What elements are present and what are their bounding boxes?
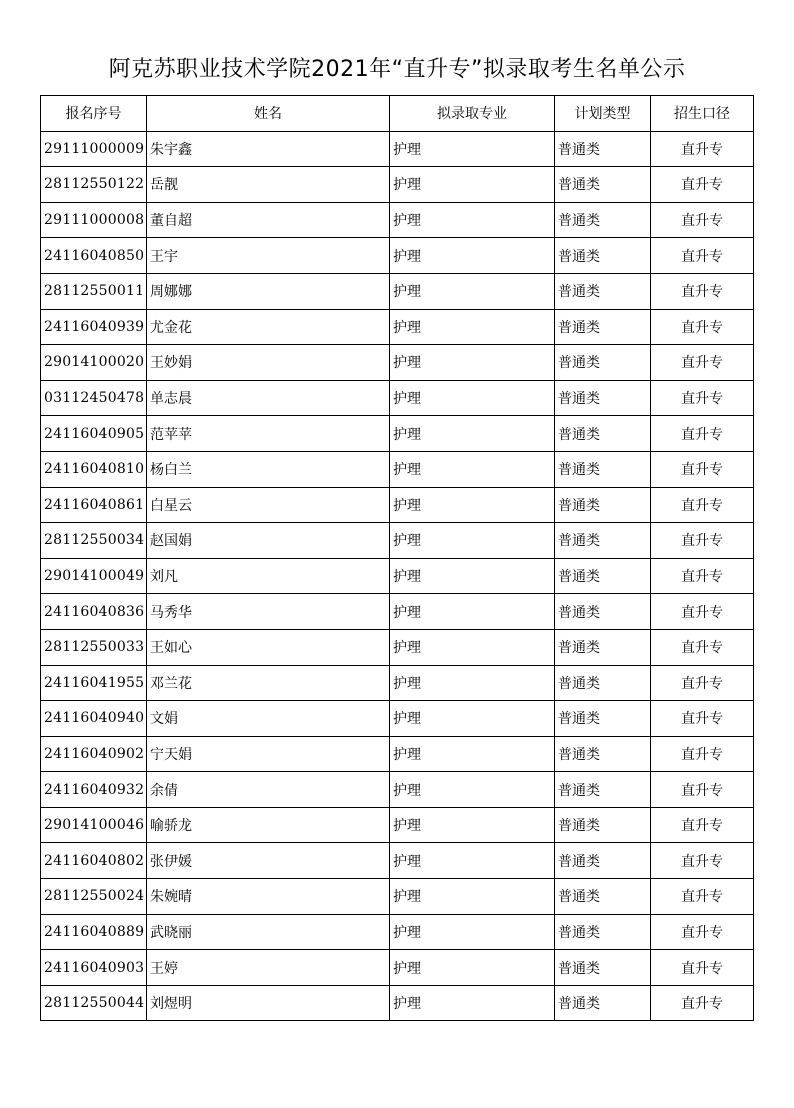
cell-major: 护理	[390, 772, 555, 808]
table-row	[41, 701, 754, 737]
cell-name: 赵国娟	[147, 523, 390, 559]
cell-plan: 普通类	[555, 701, 651, 737]
table-row	[41, 665, 754, 701]
cell-id: 29014100049	[41, 558, 147, 594]
cell-id: 24116040810	[41, 451, 147, 487]
cell-major: 护理	[390, 309, 555, 345]
cell-name: 王婷	[147, 950, 390, 986]
cell-id: 24116040802	[41, 843, 147, 879]
cell-channel: 直升专	[651, 558, 754, 594]
header-channel: 招生口径	[651, 96, 754, 132]
cell-channel: 直升专	[651, 985, 754, 1021]
cell-major: 护理	[390, 345, 555, 381]
cell-plan: 普通类	[555, 523, 651, 559]
cell-name: 周娜娜	[147, 273, 390, 309]
cell-major: 护理	[390, 273, 555, 309]
cell-plan: 普通类	[555, 273, 651, 309]
cell-id: 28112550122	[41, 167, 147, 203]
table-body	[41, 131, 754, 1021]
cell-plan: 普通类	[555, 629, 651, 665]
cell-channel: 直升专	[651, 879, 754, 915]
cell-major: 护理	[390, 914, 555, 950]
table-row	[41, 807, 754, 843]
header-name: 姓名	[147, 96, 390, 132]
cell-plan: 普通类	[555, 843, 651, 879]
cell-channel: 直升专	[651, 772, 754, 808]
cell-plan: 普通类	[555, 167, 651, 203]
cell-channel: 直升专	[651, 629, 754, 665]
admission-list-table	[40, 95, 754, 1021]
cell-channel: 直升专	[651, 309, 754, 345]
cell-id: 28112550034	[41, 523, 147, 559]
cell-channel: 直升专	[651, 594, 754, 630]
page-title: 阿克苏职业技术学院2021年“直升专”拟录取考生名单公示	[108, 57, 686, 82]
cell-name: 宁天娟	[147, 736, 390, 772]
cell-id: 29111000008	[41, 202, 147, 238]
cell-id: 24116040903	[41, 950, 147, 986]
cell-major: 护理	[390, 843, 555, 879]
cell-id: 24116040902	[41, 736, 147, 772]
cell-channel: 直升专	[651, 238, 754, 274]
cell-plan: 普通类	[555, 914, 651, 950]
cell-name: 岳靓	[147, 167, 390, 203]
cell-id: 24116040889	[41, 914, 147, 950]
cell-name: 王宇	[147, 238, 390, 274]
cell-major: 护理	[390, 380, 555, 416]
cell-id: 24116040836	[41, 594, 147, 630]
table-row	[41, 202, 754, 238]
cell-channel: 直升专	[651, 843, 754, 879]
cell-name: 朱婉晴	[147, 879, 390, 915]
cell-plan: 普通类	[555, 736, 651, 772]
cell-major: 护理	[390, 629, 555, 665]
cell-channel: 直升专	[651, 736, 754, 772]
cell-plan: 普通类	[555, 594, 651, 630]
cell-name: 张伊媛	[147, 843, 390, 879]
cell-major: 护理	[390, 985, 555, 1021]
cell-name: 王妙娟	[147, 345, 390, 381]
table-row	[41, 736, 754, 772]
cell-name: 白星云	[147, 487, 390, 523]
cell-channel: 直升专	[651, 487, 754, 523]
cell-name: 刘煜明	[147, 985, 390, 1021]
table-row	[41, 451, 754, 487]
cell-major: 护理	[390, 523, 555, 559]
cell-channel: 直升专	[651, 523, 754, 559]
cell-plan: 普通类	[555, 950, 651, 986]
cell-plan: 普通类	[555, 238, 651, 274]
cell-name: 董自超	[147, 202, 390, 238]
cell-major: 护理	[390, 879, 555, 915]
cell-id: 28112550011	[41, 273, 147, 309]
cell-id: 24116041955	[41, 665, 147, 701]
table-row	[41, 914, 754, 950]
cell-major: 护理	[390, 665, 555, 701]
table-row	[41, 416, 754, 452]
cell-major: 护理	[390, 416, 555, 452]
table-row	[41, 558, 754, 594]
cell-plan: 普通类	[555, 309, 651, 345]
cell-id: 24116040932	[41, 772, 147, 808]
table-row	[41, 523, 754, 559]
cell-major: 护理	[390, 594, 555, 630]
cell-major: 护理	[390, 451, 555, 487]
table-row	[41, 950, 754, 986]
table-row	[41, 772, 754, 808]
cell-id: 24116040940	[41, 701, 147, 737]
cell-name: 杨白兰	[147, 451, 390, 487]
header-plan: 计划类型	[555, 96, 651, 132]
header-id: 报名序号	[41, 96, 147, 132]
table-row	[41, 273, 754, 309]
table-row	[41, 167, 754, 203]
cell-channel: 直升专	[651, 273, 754, 309]
cell-plan: 普通类	[555, 879, 651, 915]
table-row	[41, 380, 754, 416]
cell-channel: 直升专	[651, 807, 754, 843]
cell-plan: 普通类	[555, 380, 651, 416]
cell-id: 03112450478	[41, 380, 147, 416]
header-major: 拟录取专业	[390, 96, 555, 132]
cell-id: 29014100046	[41, 807, 147, 843]
cell-name: 马秀华	[147, 594, 390, 630]
cell-name: 朱宇鑫	[147, 131, 390, 167]
cell-id: 24116040905	[41, 416, 147, 452]
cell-plan: 普通类	[555, 451, 651, 487]
cell-plan: 普通类	[555, 202, 651, 238]
cell-major: 护理	[390, 487, 555, 523]
cell-major: 护理	[390, 701, 555, 737]
cell-id: 24116040850	[41, 238, 147, 274]
table-row	[41, 238, 754, 274]
table-row	[41, 879, 754, 915]
cell-channel: 直升专	[651, 416, 754, 452]
table-row	[41, 629, 754, 665]
table-row	[41, 131, 754, 167]
cell-channel: 直升专	[651, 345, 754, 381]
cell-id: 28112550033	[41, 629, 147, 665]
cell-major: 护理	[390, 202, 555, 238]
cell-name: 武晓丽	[147, 914, 390, 950]
cell-id: 29111000009	[41, 131, 147, 167]
cell-id: 24116040861	[41, 487, 147, 523]
table-row	[41, 985, 754, 1021]
cell-major: 护理	[390, 558, 555, 594]
cell-plan: 普通类	[555, 131, 651, 167]
cell-major: 护理	[390, 736, 555, 772]
cell-channel: 直升专	[651, 380, 754, 416]
cell-channel: 直升专	[651, 701, 754, 737]
cell-name: 邓兰花	[147, 665, 390, 701]
cell-id: 29014100020	[41, 345, 147, 381]
cell-name: 文娟	[147, 701, 390, 737]
cell-channel: 直升专	[651, 950, 754, 986]
cell-plan: 普通类	[555, 772, 651, 808]
cell-channel: 直升专	[651, 914, 754, 950]
cell-plan: 普通类	[555, 487, 651, 523]
cell-channel: 直升专	[651, 202, 754, 238]
cell-major: 护理	[390, 167, 555, 203]
table-header-row	[41, 96, 754, 132]
cell-major: 护理	[390, 807, 555, 843]
cell-name: 范苹苹	[147, 416, 390, 452]
table-row	[41, 345, 754, 381]
cell-plan: 普通类	[555, 558, 651, 594]
cell-name: 王如心	[147, 629, 390, 665]
cell-plan: 普通类	[555, 985, 651, 1021]
cell-name: 余倩	[147, 772, 390, 808]
cell-plan: 普通类	[555, 665, 651, 701]
cell-plan: 普通类	[555, 345, 651, 381]
table-row	[41, 594, 754, 630]
cell-major: 护理	[390, 950, 555, 986]
cell-id: 24116040939	[41, 309, 147, 345]
cell-name: 喻骄龙	[147, 807, 390, 843]
cell-name: 刘凡	[147, 558, 390, 594]
table-row	[41, 843, 754, 879]
cell-name: 单志晨	[147, 380, 390, 416]
cell-channel: 直升专	[651, 131, 754, 167]
cell-channel: 直升专	[651, 167, 754, 203]
cell-major: 护理	[390, 238, 555, 274]
table-row	[41, 487, 754, 523]
cell-plan: 普通类	[555, 416, 651, 452]
cell-channel: 直升专	[651, 665, 754, 701]
table-row	[41, 309, 754, 345]
cell-major: 护理	[390, 131, 555, 167]
cell-plan: 普通类	[555, 807, 651, 843]
cell-channel: 直升专	[651, 451, 754, 487]
cell-name: 尤金花	[147, 309, 390, 345]
cell-id: 28112550044	[41, 985, 147, 1021]
cell-id: 28112550024	[41, 879, 147, 915]
